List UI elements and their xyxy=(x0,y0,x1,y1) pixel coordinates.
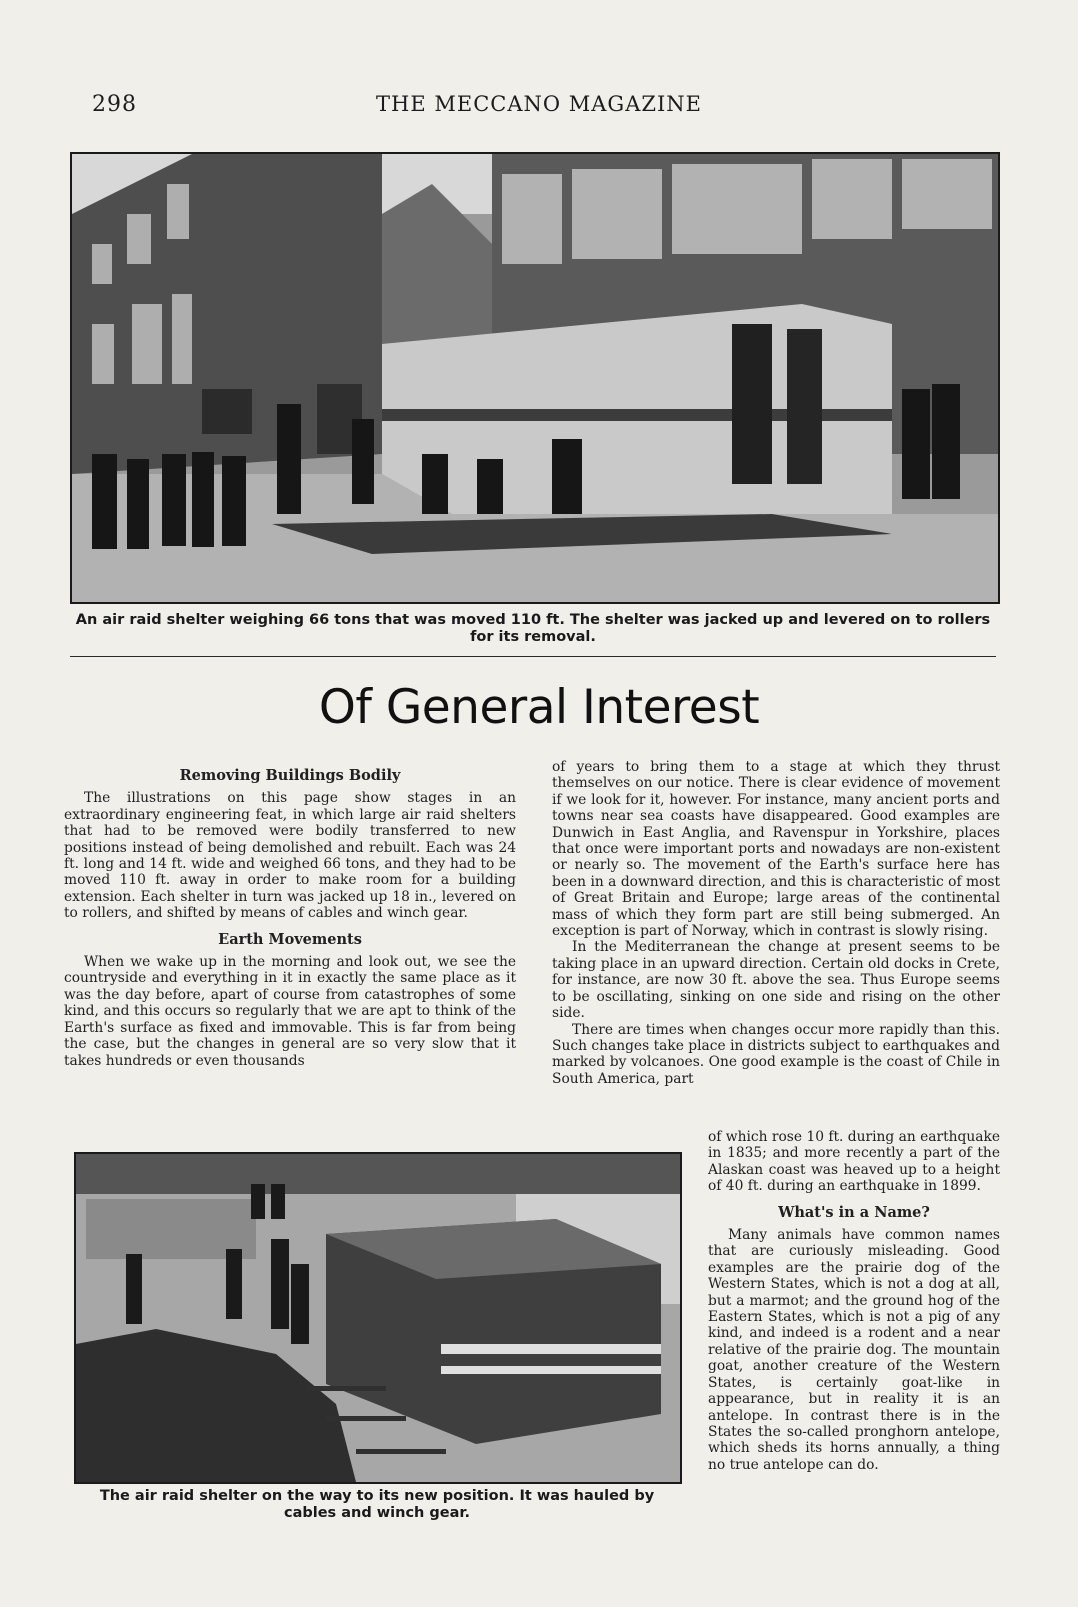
narrow-right-column xyxy=(708,1129,1000,1473)
top-photograph xyxy=(70,152,1000,604)
bottom-photo-caption: The air raid shelter on the way to its new position. It was hauled by cables and winch gear. xyxy=(99,1488,655,1521)
heading-whats-in-a-name: What's in a Name? xyxy=(778,1203,930,1221)
heading-removing-buildings: Removing Buildings Bodily xyxy=(179,767,401,784)
paragraph-earth-movements-2: In the Mediterranean the change at present seems to be taking place in an upward direction. Certain old docks in Crete, for instance, are now 30 ft. above the sea. Thus Europe seems to be oscillating, sinking on one side and rising on the other side. xyxy=(552,939,1000,1022)
section-title: Of General Interest xyxy=(318,680,760,735)
paragraph-earth-movements-3a: There are times when changes occur more rapidly than this. Such changes take place in districts subject to earthquakes and marked by volcanoes. One good example is the coast of Chile in South America, part xyxy=(552,1021,1000,1087)
running-head xyxy=(0,92,1078,122)
divider-rule xyxy=(70,656,996,657)
paragraph-earth-movements-1a: When we wake up in the morning and look out, we see the countryside and everything in it in exactly the same place as it was the day before, apart of course from catastrophes of some kind, and this occurs so regularly that we are apt to think of the Earth's surface as fixed and immovable. This is far from being the case, but the changes in general are so very slow that it takes hundreds or even thousands xyxy=(64,954,516,1069)
magazine-title: THE MECCANO MAGAZINE xyxy=(376,92,702,116)
paragraph-whats-in-a-name: Many animals have common names that are curiously misleading. Good examples are the prairie dog of the Western States, which is not a dog at all, but a marmot; and the ground hog of the Eastern States, which is not a pig of any kind, and indeed is a rodent and a near relative of the prairie dog. The mountain goat, another creature of the Western States, is certainly goat-like in appearance, but in reality it is an antelope. In contrast there is in the States the so-called pronghorn antelope, which sheds its horns annually, a thing no true antelope can do. xyxy=(708,1227,1000,1473)
paragraph-removing-buildings: The illustrations on this page show stages in an extraordinary engineering feat, in which large air raid shelters that had to be removed were bodily transferred to new positions instead of being demolished and rebuilt. Each was 24 ft. long and 14 ft. wide and weighed 66 tons, and they had to be moved 110 ft. away in order to make room for a building extension. Each shelter in turn was jacked up 18 in., levered on to rollers, and shifted by means of cables and winch gear. xyxy=(64,790,516,922)
heading-earth-movements: Earth Movements xyxy=(218,930,362,948)
right-column xyxy=(552,759,1000,1087)
top-photo-caption: An air raid shelter weighing 66 tons that was moved 110 ft. The shelter was jacked up and levered on to rollers for its removal. xyxy=(75,612,991,645)
page-number: 298 xyxy=(92,92,137,117)
bottom-photograph xyxy=(74,1152,682,1484)
paragraph-earth-movements-3b: of which rose 10 ft. during an earthquake in 1835; and more recently a part of the Alaskan coast was heaved up to a height of 40 ft. during an earthquake in 1899. xyxy=(708,1129,1001,1195)
paragraph-earth-movements-1b: of years to bring them to a stage at which they thrust themselves on our notice. There is clear evidence of movement if we look for it, however. For instance, many ancient ports and towns near sea coasts have disappeared. Good examples are Dunwich in East Anglia, and Ravenspur in Yorkshire, places that once were important ports and nowadays are non-existent or nearly so. The movement of the Earth's surface here has been in a downward direction, and this is characteristic of most of Great Britain and Europe; large areas of the continental mass of which they form part are still being submerged. An exception is part of Norway, which in contrast is slowly rising. xyxy=(552,759,1000,940)
left-column xyxy=(64,768,516,1069)
